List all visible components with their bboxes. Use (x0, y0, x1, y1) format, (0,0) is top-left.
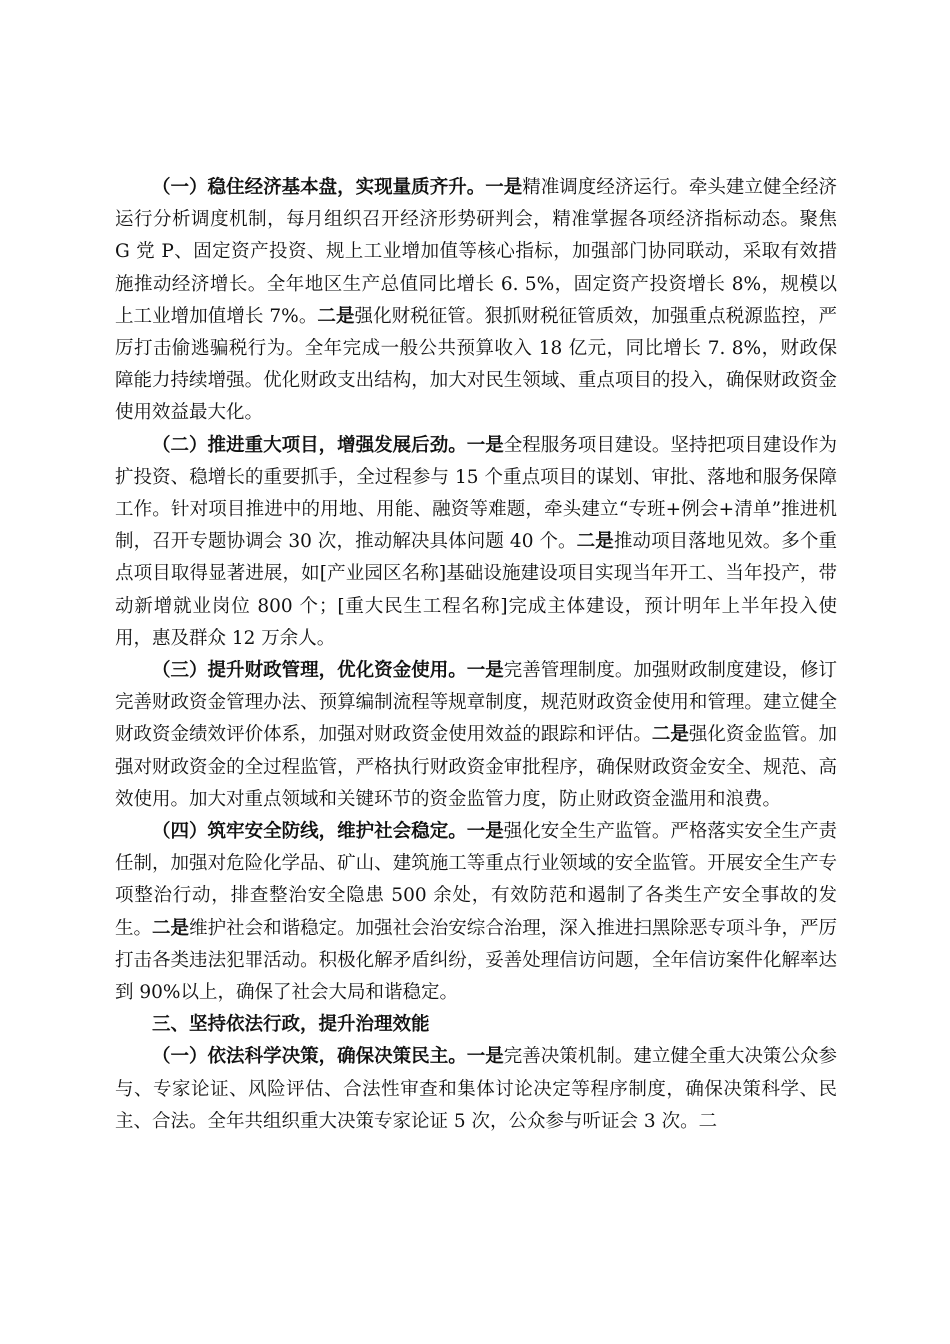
first-point-text: 强化安全生产监管。严格落实安全生产责任制，加强对危险化学品、矿山、建筑施工等重点行业领域的安全监管。开展安全生产专项整治行动，排查整治安全隐患 500 余处，有效防范和遏制了各类生产安全事故的发生。 (115, 821, 837, 939)
second-point-label: 二是 (152, 917, 190, 939)
second-point-label: 二是 (651, 724, 689, 746)
second-point-label: 二是 (317, 305, 355, 327)
section-heading-2: （二）推进重大项目，增强发展后劲。 (152, 434, 467, 456)
section-heading-4: （四）筑牢安全防线，维护社会稳定。 (152, 821, 467, 843)
first-point-text: 全程服务项目建设。坚持把项目建设作为扩投资、稳增长的重要抓手，全过程参与 15 个重点项目的谋划、审批、落地和服务保障工作。针对项目推进中的用地、用能、融资等难题，牵头建立“专班+例会+清单”推进机制，召开专题协调会 30 次，推动解决具体问题 40 个。 (115, 434, 837, 553)
second-point-label: 二是 (576, 531, 614, 553)
paragraph-fiscal-management (115, 655, 837, 816)
first-point-text: 完善决策机制。建立健全重大决策公众参与、专家论证、风险评估、合法性审查和集体讨论决定等程序制度，确保决策科学、民主、合法。全年共组织重大决策专家论证 5 次，公众参与听证会 3 次。二 (115, 1046, 837, 1132)
second-point-text: 强化资金监管。加强对财政资金的全过程监管，严格执行财政资金审批程序，确保财政资金安全、规范、高效使用。加大对重点领域和关键环节的资金监管力度，防止财政资金滥用和浪费。 (115, 724, 837, 810)
paragraph-major-projects (115, 430, 837, 655)
section-heading-1: （一）稳住经济基本盘，实现量质齐升。 (152, 177, 486, 198)
document-body (115, 172, 837, 1138)
first-point-label: 一是 (466, 1046, 504, 1068)
first-point-label: 一是 (466, 821, 504, 843)
chapter-heading-rule-of-law (115, 1009, 837, 1041)
section-heading-5: （一）依法科学决策，确保决策民主。 (152, 1046, 467, 1068)
section-heading-3: （三）提升财政管理，优化资金使用。 (152, 660, 467, 682)
chapter-heading-text: 三、坚持依法行政，提升治理效能 (152, 1014, 430, 1036)
paragraph-scientific-decision (115, 1041, 837, 1138)
first-point-text: 精准调度经济运行。牵头建立健全经济运行分析调度机制，每月组织召开经济形势研判会，精准掌握各项经济指标动态。聚焦 G 党 P、固定资产投资、规上工业增加值等核心指标，加强部门协同联动，采取有效措施推动经济增长。全年地区生产总值同比增长 6. 5%，固定资产投资增长 8%，规模以上工业增加值增长 7%。 (115, 177, 837, 327)
first-point-label: 一是 (466, 660, 504, 682)
second-point-text: 强化财税征管。狠抓财税征管质效，加强重点税源监控，严厉打击偷逃骗税行为。全年完成一般公共预算收入 18 亿元，同比增长 7. 8%，财政保障能力持续增强。优化财政支出结构，加大对民生领域、重点项目的投入，确保财政资金使用效益最大化。 (115, 305, 837, 424)
paragraph-safety-stability (115, 816, 837, 1009)
first-point-label: 一是 (485, 177, 523, 198)
first-point-text: 完善管理制度。加强财政制度建设，修订完善财政资金管理办法、预算编制流程等规章制度，规范财政资金使用和管理。建立健全财政资金绩效评价体系，加强对财政资金使用效益的跟踪和评估。 (115, 660, 837, 746)
second-point-text: 推动项目落地见效。多个重点项目取得显著进展，如[产业园区名称]基础设施建设项目实现当年开工、当年投产，带动新增就业岗位 800 个；[重大民生工程名称]完成主体建设，预计明年上半年投入使用，惠及群众 12 万余人。 (115, 531, 837, 649)
second-point-text: 维护社会和谐稳定。加强社会治安综合治理，深入推进扫黑除恶专项斗争，严厉打击各类违法犯罪活动。积极化解矛盾纠纷，妥善处理信访问题，全年信访案件化解率达到 90%以上，确保了社会大局和谐稳定。 (115, 917, 837, 1004)
first-point-label: 一是 (466, 434, 504, 456)
paragraph-stabilize-economy (115, 172, 837, 430)
